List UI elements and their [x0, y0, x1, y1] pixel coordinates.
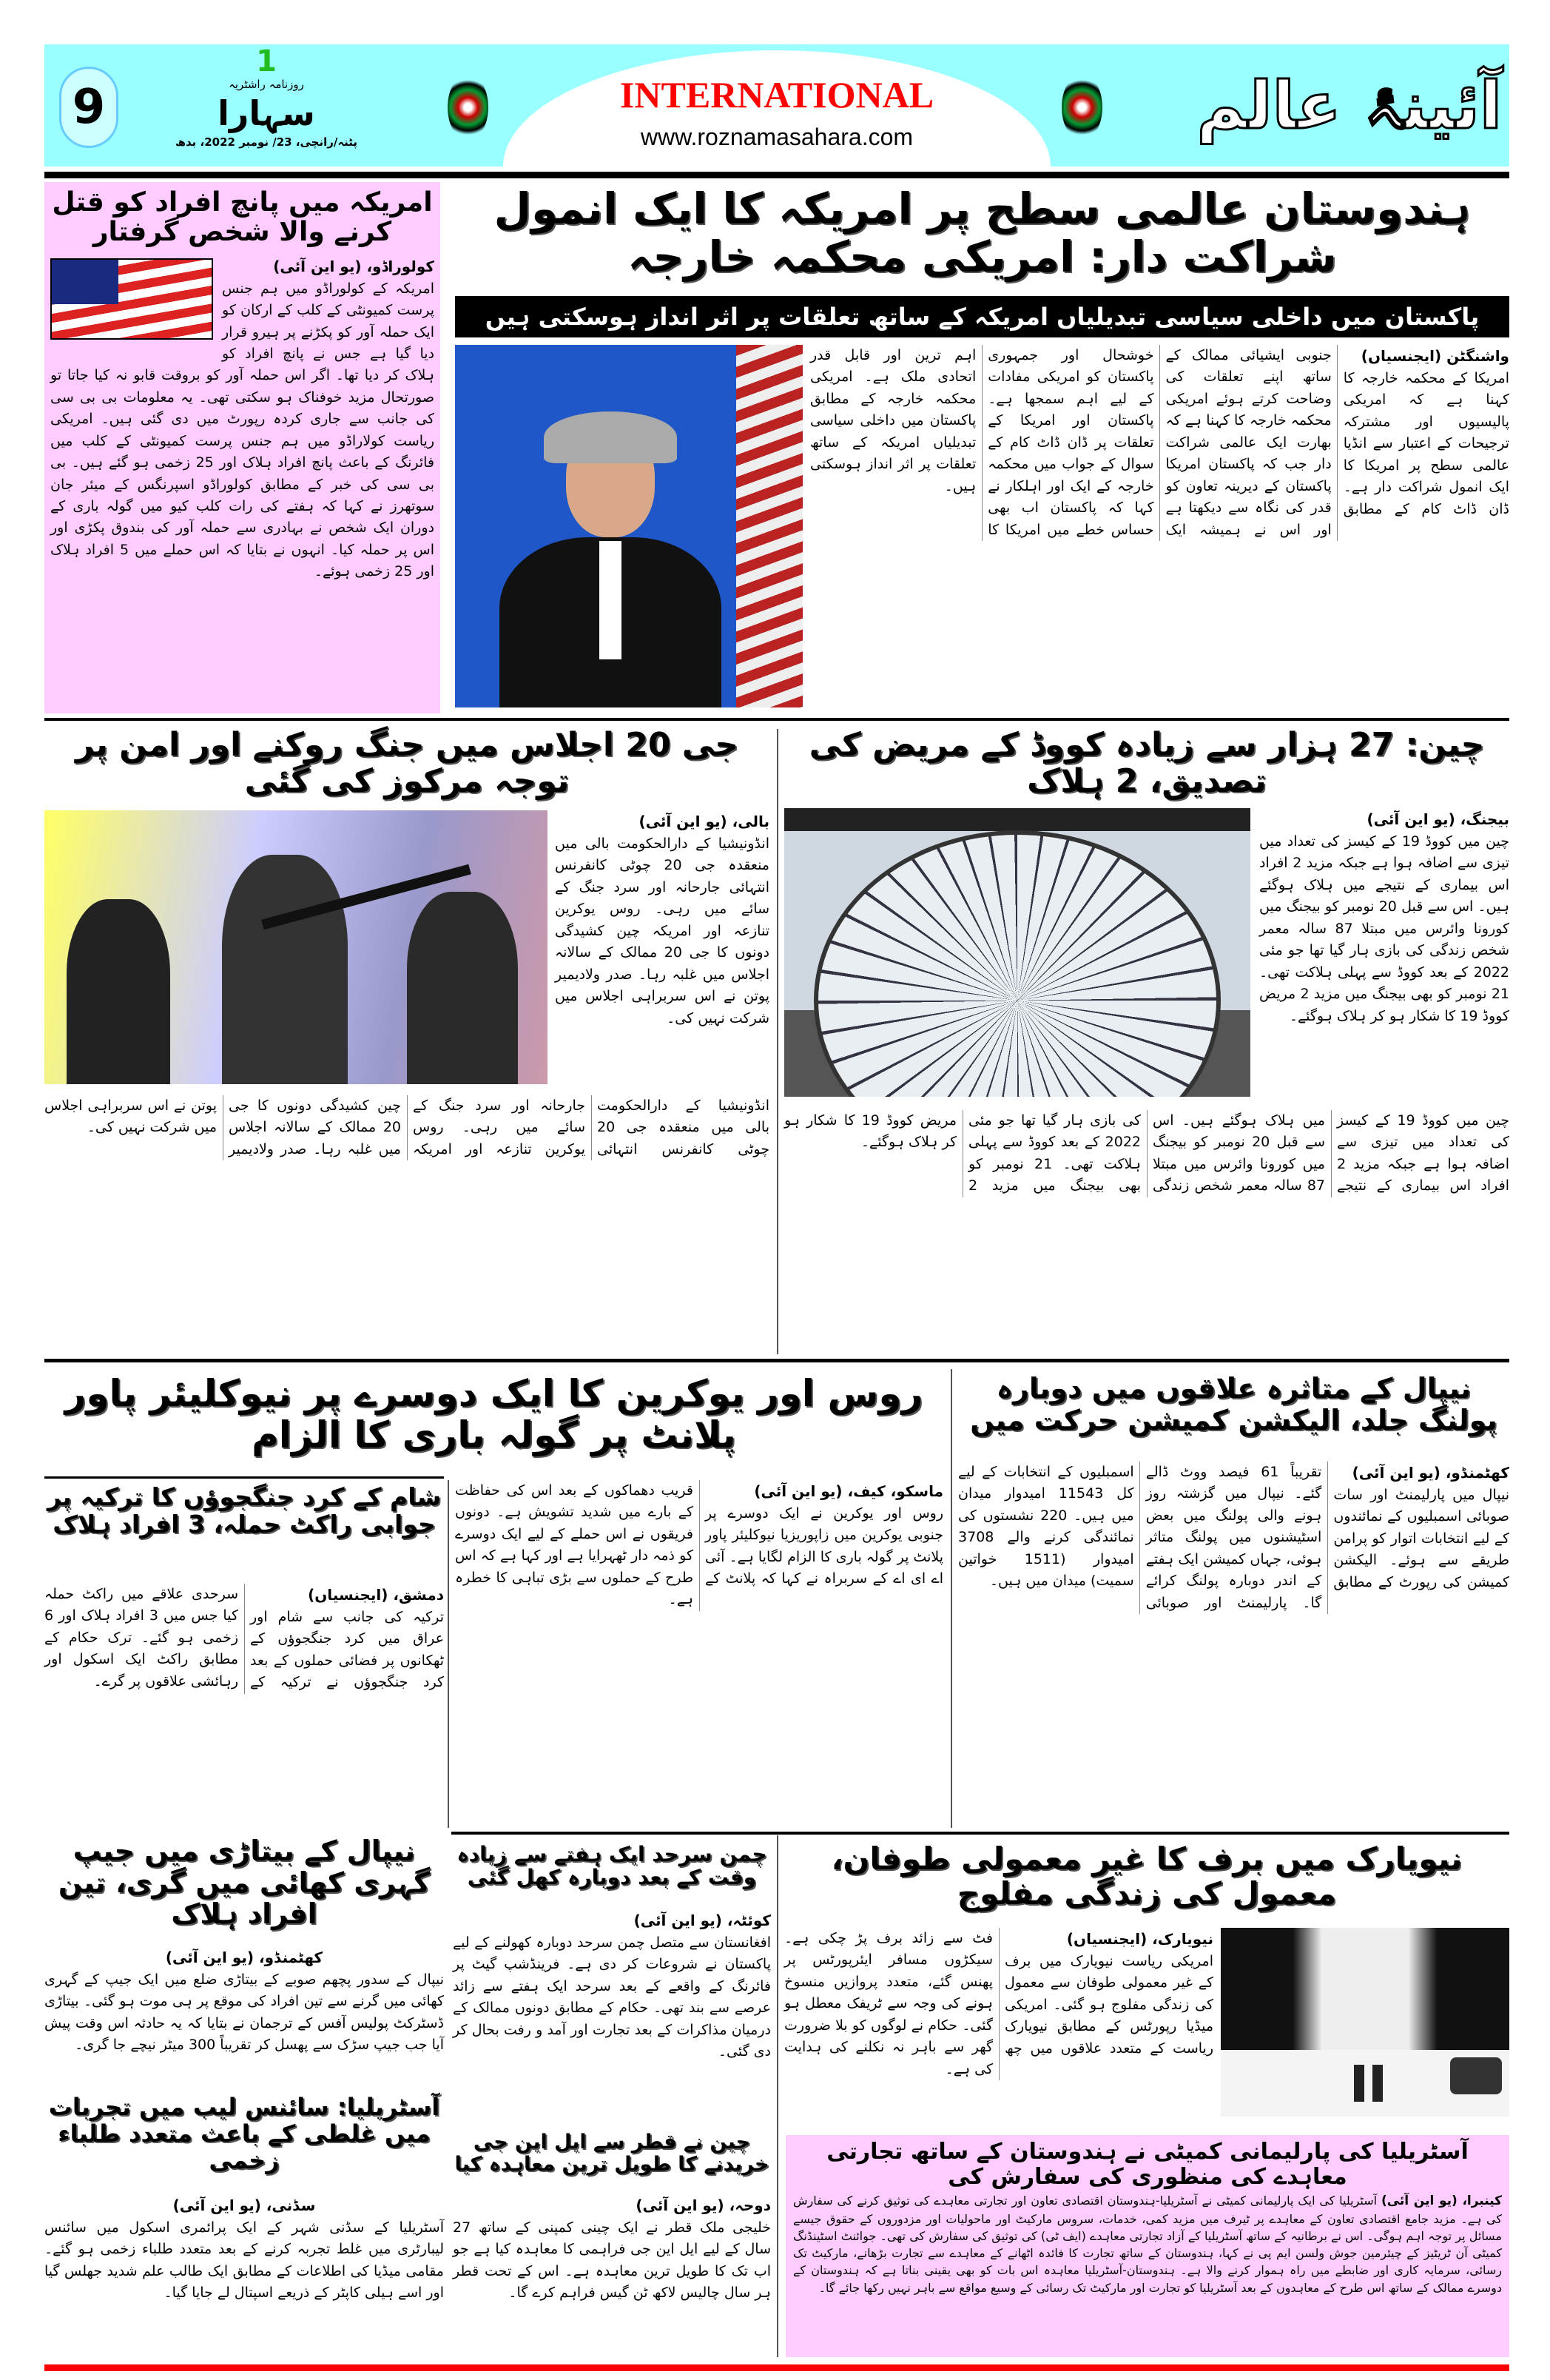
chaman-border-headline: چمن سرحد ایک ہفتے سے زیادہ وقت کے بعد دوبارہ کھل گئی — [456, 1842, 767, 1890]
dateline: کینبرا، (یو این آئی) — [1381, 2194, 1503, 2209]
article-text: انڈونیشیا کے دارالحکومت بالی میں منعقدہ جی 20 چوٹی کانفرنس انتہائی جارحانہ اور سرد جنگ کے سائے میں رہی۔ روس یوکرین تنازعہ اور امریکہ چین کشیدگی دونوں کا جی 20 ممالک کے سالانہ اجلاس میں غلبہ رہا۔ صدر ولادیمیر پوتن نے اس سربراہی اجلاس میں شرکت نہیں کی۔ — [555, 836, 769, 1026]
australia-science-headline: آسٹریلیا: سائنس لیب میں تجربات میں غلطی کے باعث متعدد طلباء زخمی — [48, 2093, 440, 2174]
story-divider — [44, 1476, 444, 1479]
article-text: آسٹریلیا کے سڈنی شہر کے ایک پرائمری اسکول میں سائنس لیبارٹری میں غلط تجربہ کرنے کے بعد متعدد طلباء زخمی ہو گئے۔ مقامی میڈیا کی اطلاعات کے مطابق ایک طالب علم شدید جھلس گیا اور اسے ہیلی کاپٹر کے ذریعے اسپتال لے جایا گیا۔ — [44, 2219, 444, 2302]
dateline: کھٹمنڈو، (یو این آئی) — [1352, 1464, 1509, 1482]
article-text: امریکا کے محکمہ خارجہ کا کہنا ہے کہ امریکی پالیسیوں اور مشترکہ ترجیحات کے اعتبار سے انڈیا عالمی سطح پر امریکا کا ایک انمول شراکت دار ہے۔ ڈان ڈاٹ کام کے مطابق جنوبی ایشیائی ممالک کے ساتھ اپنے تعلقات کی وضاحت کرتے ہوئے امریکی محکمہ خارجہ کا کہنا ہے کہ بھارت ایک عالمی شراکت دار جب کہ پاکستان امریکا پاکستان کے دیرینہ تعاون کو قدر کی نگاہ سے دیکھتا ہے اور اس نے ہمیشہ ایک خوشحال اور جمہوری پاکستان کو امریکی مفادات کے لیے اہم سمجھا ہے۔ پاکستان اور امریکا کے تعلقات پر ڈان ڈاٹ کام کے سوال کے جواب میں محکمہ خارجہ کے ایک اور اہلکار نے کہا کہ پاکستان اب بھی حساس خطے میں امریکا کا اہم ترین اور قابل قدر اتحادی ملک ہے۔ امریکی محکمہ خارجہ کے مطابق پاکستان میں داخلی سیاسی تبدیلیاں امریکہ کے ساتھ تعلقات پر اثر انداز ہوسکتی ہیں۔ — [810, 347, 1509, 538]
dateline: دوحہ، (یو این آئی) — [636, 2196, 771, 2214]
article-text: خلیجی ملک قطر نے ایک چینی کمپنی کے ساتھ 27 سال کے لیے ایل این جی فراہمی کا معاہدہ کیا ہے جو اب تک کا طویل ترین معاہدہ ہے۔ اس کے تحت قطر ہر سال چالیس لاکھ ٹن گیس فراہم کرے گا۔ — [453, 2219, 771, 2302]
nepal-jeep-body — [44, 1946, 444, 2057]
logo-emblem: 1 — [256, 44, 277, 78]
article-text: روس اور یوکرین نے ایک دوسرے پر جنوبی یوکرین میں زاپوریزیا نیوکلیئر پاور پلانٹ پر گولہ باری کا الزام لگایا ہے۔ آئی اے ای اے کے سربراہ نے کہا کہ پلانٹ کے قریب دھماکوں کے بعد اس کی حفاظت کے بارے میں شدید تشویش ہے۔ دونوں فریقوں نے اس حملے کے لیے ایک دوسرے کو ذمہ دار ٹھہرایا ہے اور کہا ہے کہ اس طرح کے حملوں سے بڑی تباہی کا خطرہ ہے۔ — [455, 1482, 943, 1608]
section-title-en: INTERNATIONAL — [619, 74, 934, 115]
article-text: افغانستان سے متصل چمن سرحد دوبارہ کھولنے کے لیے پاکستان نے شروعات کر دی ہے۔ فرینڈشپ گیٹ پر فائرنگ کے واقعے کے بعد سرحد ایک ہفتے سے زائد عرصے سے بند تھی۔ حکام کے مطابق دونوں ممالک کے درمیان مذاکرات کے بعد تجارت اور آمد و رفت بحال کر دی گئی۔ — [453, 1934, 771, 2060]
article-text: امریکی ریاست نیویارک میں برف کے غیر معمولی طوفان سے معمول کی زندگی مفلوج ہو گئی۔ امریکی میڈیا رپورٹس کے مطابق نیویارک ریاست کے متعدد علاقوں میں چھ فٹ سے زائد برف پڑ چکی ہے۔ سیکڑوں مسافر ایئرپورٹس پر پھنس گئے، متعدد پروازیں منسوخ ہونے کی وجہ سے ٹریفک معطل ہو گئی۔ حکام نے لوگوں کو بلا ضرورت گھر سے باہر نہ نکلنے کی ہدایت کی ہے۔ — [784, 1930, 1213, 2077]
dateline: کوئٹہ، (یو این آئی) — [633, 1912, 771, 1929]
column-divider — [777, 729, 778, 1354]
nepal-jeep-headline: نیپال کے بیتاڑی میں جیپ گہری کھائی میں گری، تین افراد ہلاک — [58, 1835, 431, 1931]
dateline: ماسکو، کیف، (یو این آئی) — [754, 1482, 943, 1500]
logo-text: سہارا — [218, 93, 315, 133]
article-text: انڈونیشیا کے دارالحکومت بالی میں منعقدہ جی 20 چوٹی کانفرنس انتہائی جارحانہ اور سرد جنگ کے سائے میں رہی۔ روس یوکرین تنازعہ اور امریکہ چین کشیدگی دونوں کا جی 20 ممالک کے سالانہ اجلاس میں غلبہ رہا۔ صدر ولادیمیر پوتن نے اس سربراہی اجلاس میں شرکت نہیں کی۔ — [44, 1097, 769, 1157]
g20-headline: جی 20 اجلاس میں جنگ روکنے اور امن پر توجہ مرکوز کی گئی — [75, 726, 739, 801]
china-covid-headline: چین: 27 ہزار سے زیادہ کووڈ کے مریض کی تصدیق، 2 ہلاک — [809, 726, 1485, 801]
header-divider — [44, 172, 1509, 178]
lead-subhead-bar: پاکستان میں داخلی سیاسی تبدیلیاں امریکہ کے ساتھ تعلقات پر اثر انداز ہوسکتی ہیں — [455, 296, 1509, 337]
us-flag-image — [50, 258, 213, 340]
airport-dome-photo — [784, 808, 1250, 1097]
dateline: کھٹمنڈو، (یو این آئی) — [165, 1949, 323, 1966]
g20-body — [44, 1095, 769, 1160]
sunburst-icon — [448, 74, 488, 141]
lead-body — [810, 345, 1509, 541]
china-qatar-headline: چین نے قطر سے ایل این جی خریدنے کا طویل ترین معاہدہ کیا — [454, 2131, 769, 2176]
g20-lead — [555, 810, 769, 1029]
dateline: کولوراڈو، (یو این آئی) — [273, 257, 434, 275]
snow-street-photo — [1221, 1928, 1509, 2117]
soldiers-photo — [44, 810, 547, 1084]
date-line: پٹنہ/رانچی، 23/ نومبر 2022، بدھ — [175, 135, 358, 149]
section-title-ur: آئینۂ عالم — [1196, 67, 1502, 144]
article-text: آسٹریلیا کی ایک پارلیمانی کمیٹی نے آسٹریلیا-ہندوستان اقتصادی تعاون اور تجارتی معاہدے کی توثیق کرنے کی سفارش کی ہے۔ مزید جامع اقتصادی تعاون کے معاہدے پر ٹیرف میں مزید کمی، خدمات، سروس مارکیٹ اور ماحولیات اور مزدوروں کے حقوق جیسے مسائل پر توجہ اہم ہوگی۔ اس نے برطانیہ کے ساتھ آسٹریلیا کے آزاد تجارتی معاہدے (ایف ٹی) کی توثیق کی سفارش کی تھی۔ جوائنٹ اسٹینڈنگ کمیٹی آن ٹریٹیز کے چیئرمین جوش ولسن ایم پی نے کہا، ہندوستان کے ساتھ تجارت کا فائدہ اٹھانے کے معاہدے سے تجارت بڑھانے، مارکیٹ تک رسائی، سرمایہ کاری اور ضابطے میں راہ ہموار کرنے والا ہے۔ ہندوستان-آسٹریلیا معاہدہ اس بات کو بھی یقینی بناتا ہے کہ ہندوستان کے دوسرے ممالک کے ساتھ اس طرح کے معاہدوں کے بعد آسٹریلیا کو تجارت اور مارکیٹ تک رسائی کے وسیع مواقع سے باہر نہیں رکھا جائے گا۔ — [793, 2194, 1502, 2295]
lead-photo — [455, 345, 803, 707]
logo-small-text: روزنامہ راشٹریہ — [229, 78, 304, 91]
nepal-election-body — [958, 1462, 1509, 1614]
headline: امریکہ میں پانچ افراد کو قتل کرنے والا شخص گرفتار — [52, 187, 433, 248]
page-number-badge: 9 — [59, 67, 118, 148]
article-text: نیپال کے سدور پچھم صوبے کے بیتاڑی ضلع میں ایک جیپ کے گہری کھائی میں گرنے سے تین افراد کی موقع پر ہی موت ہو گئی۔ بیتاڑی ڈسٹرکٹ پولیس آفس کے ترجمان نے بتایا کہ یہ حادثہ اس وقت پیش آیا جب جیپ سڑک سے پھسل کر تقریباً 300 میٹر نیچے جا گری۔ — [44, 1971, 444, 2054]
section-divider — [44, 718, 1509, 721]
article-text: ترکیہ کی جانب سے شام اور عراق میں کرد جنگجوؤں کے ٹھکانوں پر فضائی حملوں کے بعد کرد جنگجوؤں نے ترکیہ کے سرحدی علاقے میں راکٹ حملہ کیا جس میں 3 افراد ہلاک اور 6 زخمی ہو گئے۔ ترک حکام کے مطابق راکٹ ایک اسکول اور رہائشی علاقوں پر گرے۔ — [44, 1586, 444, 1691]
column-divider — [951, 1369, 952, 1828]
sunburst-icon — [1062, 74, 1102, 141]
article-colorado — [44, 182, 440, 713]
russia-ukraine-headline: روس اور یوکرین کا ایک دوسرے پر نیوکلیئر پاور پلانٹ پر گولہ باری کا الزام — [64, 1372, 923, 1456]
article-australia-trade — [786, 2135, 1509, 2357]
dateline: دمشق، (ایجنسیاں) — [308, 1586, 444, 1604]
article-body — [50, 255, 434, 583]
australia-science-body — [44, 2194, 444, 2305]
china-covid-body — [784, 1110, 1509, 1197]
syria-body — [44, 1584, 444, 1694]
china-qatar-body — [453, 2194, 771, 2305]
section-divider — [451, 1832, 1509, 1835]
syria-headline: شام کے کرد جنگجوؤں کا ترکیہ پر جوابی راکٹ حملہ، 3 افراد ہلاک — [47, 1482, 442, 1539]
dateline: واشنگٹن (ایجنسیاں) — [1361, 347, 1509, 365]
section-divider — [44, 1359, 1509, 1362]
article-text: نیپال میں پارلیمنٹ اور سات صوبائی اسمبلیوں کے نمائندوں کے لیے انتخابات اتوار کو پرامن طریقے سے ہوئے۔ الیکشن کمیشن کی رپورٹ کے مطابق تقریباً 61 فیصد ووٹ ڈالے گئے۔ نیپال میں گزشتہ روز ہونے والی پولنگ میں بعض اسٹیشنوں میں پولنگ متاثر ہوئی، جہاں کمیشن ایک ہفتے کے اندر دوبارہ پولنگ کرائے گا۔ پارلیمنٹ اور صوبائی اسمبلیوں کے انتخابات کے لیے کل 11543 امیدوار میدان میں ہیں۔ 220 نشستوں کی نمائندگی کرنے والے 3708 امیدوار (1511 خواتین سمیت) میدان میں ہیں۔ — [958, 1464, 1509, 1611]
headline: آسٹریلیا کی پارلیمانی کمیٹی نے ہندوستان کے ساتھ تجارتی معاہدے کی منظوری کی سفارش کی — [826, 2139, 1469, 2190]
website-url[interactable]: www.roznamasahara.com — [640, 124, 914, 150]
dateline: بالی، (یو این آئی) — [638, 813, 769, 830]
footer-rule — [44, 2364, 1509, 2371]
column-divider — [448, 1480, 449, 1828]
nepal-election-headline: نیپال کے متاثرہ علاقوں میں دوبارہ پولنگ جلد، الیکشن کمیشن حرکت میں — [970, 1372, 1497, 1436]
lead-headline: ہندوستان عالمی سطح پر امریکہ کا ایک انمول شراکت دار: امریکی محکمہ خارجہ — [493, 184, 1471, 282]
article-text: چین میں کووڈ 19 کے کیسز کی تعداد میں تیزی سے اضافہ ہوا ہے جبکہ مزید 2 افراد اس بیماری کے نتیجے میں ہلاک ہوگئے ہیں۔ اس سے قبل 20 نومبر کو بیجنگ میں کورونا وائرس میں مبتلا 87 سالہ معمر شخص زندگی کی بازی ہار گیا تھا جو مئی 2022 کے بعد کووڈ سے پہلی ہلاکت تھی۔ 21 نومبر کو بھی بیجنگ میں مزید 2 مریض کووڈ 19 کا شکار ہو کر ہلاک ہوگئے۔ — [784, 1112, 1509, 1194]
china-covid-lead — [1259, 808, 1509, 1027]
column-divider — [777, 1835, 778, 2357]
chaman-border-body — [453, 1909, 771, 2063]
masthead — [44, 44, 1509, 167]
newspaper-logo — [133, 46, 400, 164]
dateline: بیجنگ، (یو این آئی) — [1367, 810, 1509, 828]
dateline: نیویارک، (ایجنسیاں) — [1066, 1930, 1213, 1948]
article-text: امریکہ کے کولوراڈو میں ہم جنس پرست کمیونٹی کے کلب کے ارکان کو ایک حملہ آور کو پکڑنے پر ہیرو قرار دیا گیا ہے جس نے پانچ افراد کو ہلاک کر دیا تھا۔ اگر اس حملہ آور کو بروقت قابو نہ کیا جاتا تو صورتحال مزید خوفناک ہو سکتی تھی۔ یہ معلومات بی بی سی کی جانب سے جاری کردہ رپورٹ میں دی گئی ہیں۔ امریکی ریاست کولاراڈو میں ہم جنس پرست کمیونٹی کے کلب میں فائرنگ کے باعث پانچ افراد ہلاک اور 25 زخمی ہو گئے ہیں۔ بی بی سی کی خبر کے مطابق کولوراڈو اسپرنگس کے میئر جان سوتھرز نے کہا کہ ہفتے کی رات کلب کیو میں گولہ باری کے دوران ایک شخص نے بہادری سے حملہ آور کی بندوق پکڑی اور اس پر حملہ کیا۔ انہوں نے بتایا کہ اس حملے میں 5 افراد ہلاک اور 25 زخمی ہوئے۔ — [50, 280, 435, 580]
newyork-body — [784, 1928, 1213, 2080]
newyork-headline: نیویارک میں برف کا غیر معمولی طوفان، معمول کی زندگی مفلوج — [831, 1841, 1463, 1912]
dateline: سڈنی، (یو این آئی) — [172, 2196, 316, 2214]
article-body — [793, 2192, 1502, 2296]
russia-ukraine-body — [455, 1480, 943, 1611]
article-text: چین میں کووڈ 19 کے کیسز کی تعداد میں تیزی سے اضافہ ہوا ہے جبکہ مزید 2 افراد اس بیماری کے نتیجے میں ہلاک ہوگئے ہیں۔ اس سے قبل 20 نومبر کو بیجنگ میں کورونا وائرس میں مبتلا 87 سالہ معمر شخص زندگی کی بازی ہار گیا تھا جو مئی 2022 کے بعد کووڈ سے پہلی ہلاکت تھی۔ 21 نومبر کو بھی بیجنگ میں مزید 2 مریض کووڈ 19 کا شکار ہو کر ہلاک ہوگئے۔ — [1259, 833, 1510, 1024]
